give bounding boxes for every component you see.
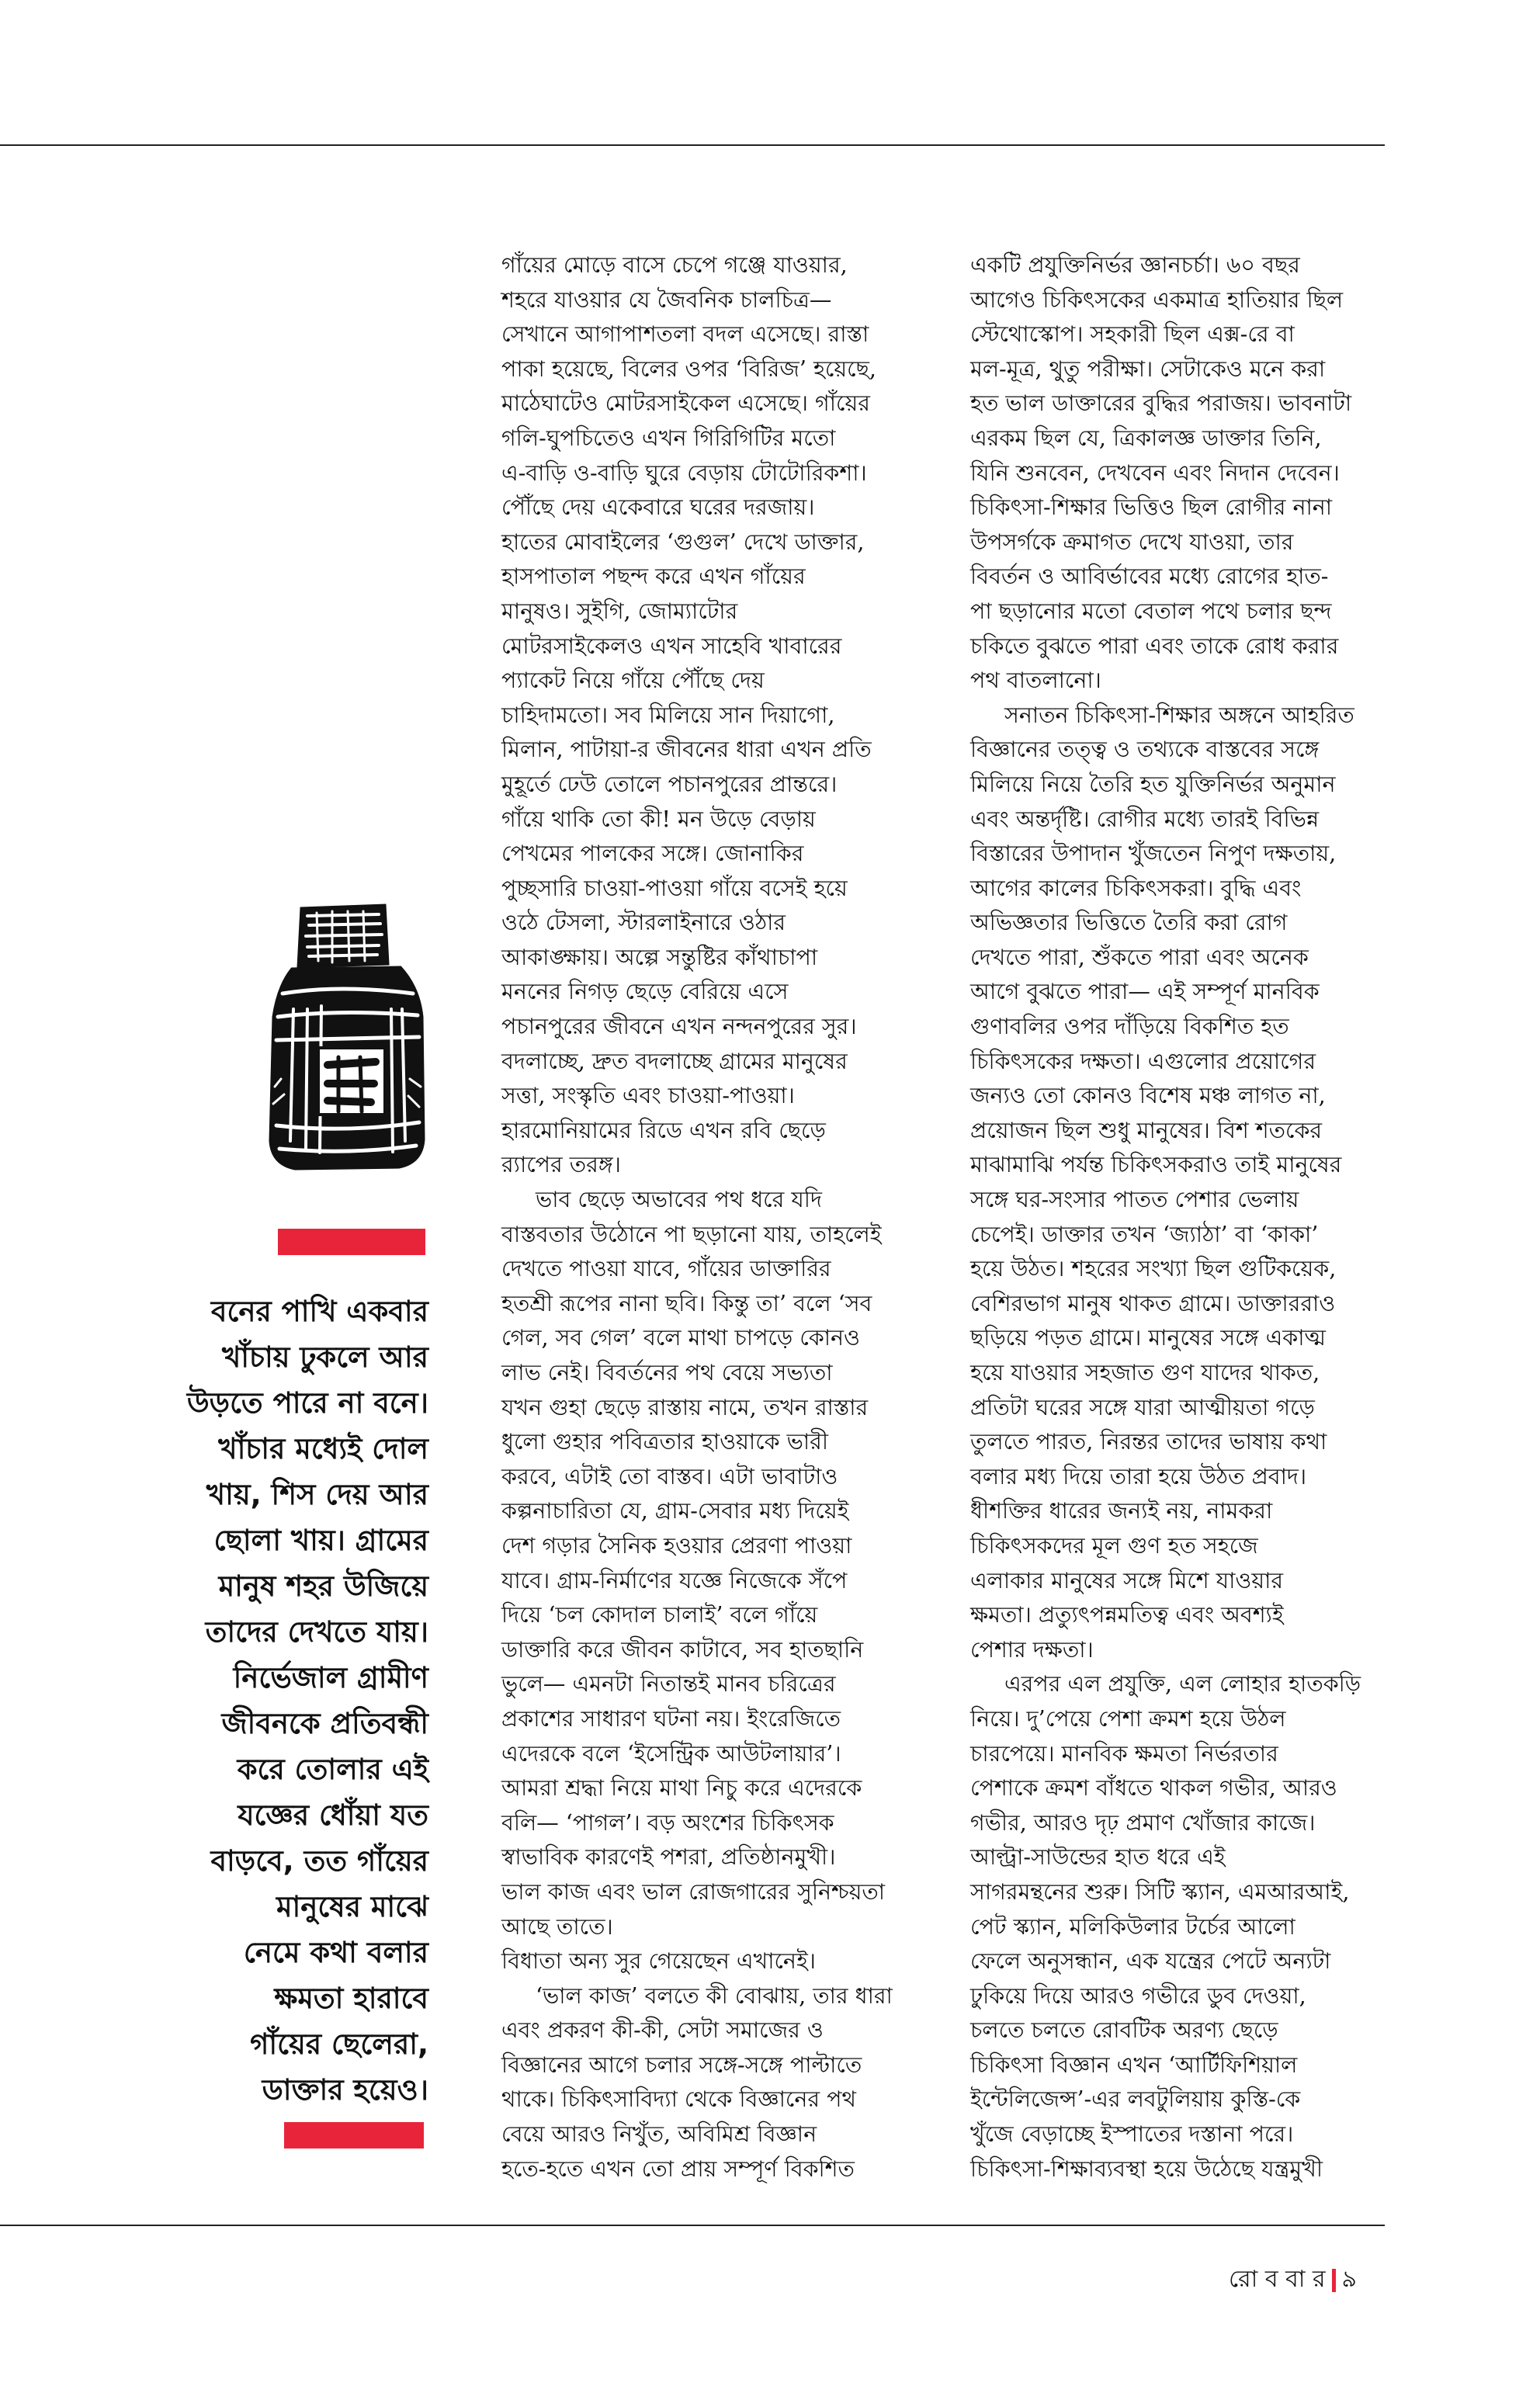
text-line: বিধাতা অন্য সুর গেয়েছেন এখানেই। [501, 1948, 816, 1975]
text-line: চারপেয়ে। মানবিক ক্ষমতা নির্ভরতার [970, 1740, 1278, 1767]
text-line: বিজ্ঞানের তত্ত্ব ও তথ্যকে বাস্তবের সঙ্গে [970, 737, 1320, 763]
text-line: মানুষ শহর উজিয়ে [218, 1569, 428, 1603]
text-line: তাদের দেখতে যায়। [205, 1615, 428, 1649]
text-line: বনের পাখি একবার [210, 1295, 428, 1328]
text-line: পুচ্ছসারি চাওয়া-পাওয়া গাঁয়ে বসেই হয়ে [501, 875, 848, 901]
text-line: বিস্তারের উপাদান খুঁজতেন নিপুণ দক্ষতায়, [970, 841, 1337, 867]
text-line: থাকে। চিকিৎসাবিদ্যা থেকে বিজ্ঞানের পথ [501, 2086, 856, 2113]
text-line: আগে বুঝতে পারা— এই সম্পূর্ণ মানবিক [970, 979, 1320, 1005]
text-line: হয়ে উঠত। শহরের সংখ্যা ছিল গুটিকয়েক, [970, 1256, 1337, 1282]
text-line: গাঁয়ের ছেলেরা, [250, 2027, 428, 2061]
pull-quote [140, 1288, 428, 2113]
text-line: খাঁচার মধ্যেই দোল [218, 1432, 428, 1465]
text-line: মাঝামাঝি পর্যন্ত চিকিৎসকরাও তাই মানুষের [970, 1152, 1342, 1178]
text-line: শহরে যাওয়ার যে জৈবনিক চালচিত্র— [501, 286, 832, 313]
text-line: ওঠে টেসলা, স্টারলাইনারে ওঠার [501, 910, 786, 936]
text-line: প্রতিটা ঘরের সঙ্গে যারা আত্মীয়তা গড়ে [970, 1394, 1315, 1420]
text-line: যখন গুহা ছেড়ে রাস্তায় নামে, তখন রাস্তার [501, 1394, 869, 1420]
text-line: ছড়িয়ে পড়ত গ্রামে। মানুষের সঙ্গে একাত্ম [970, 1325, 1326, 1351]
text-line: দিয়ে ‘চল কোদাল চালাই’ বলে গাঁয়ে [501, 1602, 818, 1628]
pullquote-bottom-bar [284, 2122, 424, 2148]
text-line: করে তোলার এই [237, 1753, 428, 1786]
text-line: মানুষও। সুইগি, জোম্যাটোর [501, 598, 738, 624]
text-line: হারমোনিয়ামের রিডে এখন রবি ছেড়ে [501, 1117, 826, 1143]
text-line: সেখানে আগাপাশতলা বদল এসেছে। রাস্তা [501, 321, 869, 348]
text-line: মল-মূত্র, থুতু পরীক্ষা। সেটাকেও মনে করা [970, 355, 1326, 382]
text-line: খুঁজে বেড়াচ্ছে ইস্পাতের দস্তানা পরে। [970, 2121, 1294, 2148]
text-line: হাসপাতাল পছন্দ করে এখন গাঁয়ের [501, 564, 806, 590]
text-line: এরপর এল প্রযুক্তি, এল লোহার হাতকড়ি [1004, 1671, 1361, 1698]
text-line: কল্পনাচারিতা যে, গ্রাম-সেবার মধ্য দিয়েই [501, 1498, 849, 1524]
text-line: ধুলো গুহার পবিত্রতার হাওয়াকে ভারী [501, 1429, 828, 1455]
text-line: হয়ে যাওয়ার সহজাত গুণ যাদের থাকত, [970, 1360, 1320, 1386]
text-line: ছোলা খায়। গ্রামের [213, 1524, 428, 1557]
text-line: প্রয়োজন ছিল শুধু মানুষের। বিশ শতকের [970, 1117, 1323, 1143]
text-line: নিয়ে। দু’পেয়ে পেশা ক্রমশ হয়ে উঠল [970, 1705, 1286, 1732]
text-line: গভীর, আরও দৃঢ় প্রমাণ খোঁজার কাজে। [970, 1809, 1316, 1836]
text-line: পেশার দক্ষতা। [970, 1636, 1094, 1663]
text-line: চাহিদামতো। সব মিলিয়ে সান দিয়াগো, [501, 702, 835, 728]
text-line: ভুলে— এমনটা নিতান্তই মানব চরিত্রের [501, 1671, 836, 1698]
text-line: চিকিৎসা-শিক্ষার ভিত্তিও ছিল রোগীর নানা [970, 494, 1332, 521]
text-line: অভিজ্ঞতার ভিত্তিতে তৈরি করা রোগ [970, 910, 1288, 936]
text-line: আগেও চিকিৎসকের একমাত্র হাতিয়ার ছিল [970, 286, 1344, 313]
text-line: দেশ গড়ার সৈনিক হওয়ার প্রেরণা পাওয়া [501, 1532, 852, 1559]
text-line: জন্যও তো কোনও বিশেষ মঞ্চ লাগত না, [970, 1083, 1326, 1109]
text-line: ভাল কাজ এবং ভাল রোজগারের সুনিশ্চয়তা [501, 1878, 886, 1905]
text-line: সঙ্গে ঘর-সংসার পাতত পেশার ভেলায় [970, 1187, 1299, 1213]
text-line: ডাক্তার হয়েও। [262, 2073, 428, 2107]
text-line: পেখমের পালকের সঙ্গে। জোনাকির [501, 841, 804, 867]
text-line: মননের নিগড় ছেড়ে বেরিয়ে এসে [501, 979, 789, 1005]
text-line: মাঠেঘাটেও মোটরসাইকেল এসেছে। গাঁয়ের [501, 390, 870, 417]
text-line: ক্ষমতা। প্রত্যুৎপন্নমতিত্ব এবং অবশ্যই [970, 1602, 1284, 1628]
text-line: ফেলে অনুসন্ধান, এক যন্ত্রের পেটে অন্যটা [970, 1948, 1331, 1975]
text-line: লাভ নেই। বিবর্তনের পথ বেয়ে সভ্যতা [501, 1360, 833, 1386]
footer-divider [1332, 2269, 1336, 2292]
article-column-1 [501, 248, 936, 2187]
text-line: সনাতন চিকিৎসা-শিক্ষার অঙ্গনে আহরিত [1004, 702, 1354, 728]
text-line: বিজ্ঞানের আগে চলার সঙ্গে-সঙ্গে পাল্টাতে [501, 2051, 862, 2078]
text-line: আমরা শ্রদ্ধা নিয়ে মাথা নিচু করে এদেরকে [501, 1775, 862, 1802]
text-line: ভাব ছেড়ে অভাবের পথ ধরে যদি [536, 1187, 822, 1213]
text-line: পথ বাতলানো। [970, 668, 1101, 694]
text-line: যজ্ঞের ধোঁয়া যত [238, 1798, 428, 1832]
text-line: বেয়ে আরও নিখুঁত, অবিমিশ্র বিজ্ঞান [501, 2121, 817, 2148]
text-line: বলি— ‘পাগল’। বড় অংশের চিকিৎসক [501, 1809, 834, 1836]
text-line: পচানপুরের জীবনে এখন নন্দনপুরের সুর। [501, 1014, 857, 1040]
text-line: নির্ভেজাল গ্রামীণ [233, 1661, 428, 1694]
text-line: চিকিৎসা বিজ্ঞান এখন ‘আর্টিফিশিয়াল [970, 2051, 1298, 2078]
text-line: চিকিৎসকদের মূল গুণ হত সহজে [970, 1532, 1258, 1559]
text-line: মুহূর্তে ঢেউ তোলে পচানপুরের প্রান্তরে। [501, 771, 838, 797]
text-line: গেল, সব গেল’ বলে মাথা চাপড়ে কোনও [501, 1325, 861, 1351]
text-line: যাবে। গ্রাম-নির্মাণের যজ্ঞে নিজেকে সঁপে [501, 1567, 848, 1594]
text-line: প্রকাশের সাধারণ ঘটনা নয়। ইংরেজিতে [501, 1705, 841, 1732]
text-line: পাকা হয়েছে, বিলের ওপর ‘বিরিজ’ হয়েছে, [501, 355, 876, 382]
page-number: ৯ [1341, 2266, 1357, 2293]
text-line: খাঁচায় ঢুকলে আর [221, 1340, 428, 1374]
text-line: আল্ট্রা-সাউন্ডের হাত ধরে এই [970, 1844, 1226, 1871]
text-line: এলাকার মানুষের সঙ্গে মিশে যাওয়ার [970, 1567, 1284, 1594]
text-line: উপসর্গকে ক্রমাগত দেখে যাওয়া, তার [970, 529, 1294, 555]
text-line: সত্তা, সংস্কৃতি এবং চাওয়া-পাওয়া। [501, 1083, 795, 1109]
text-line: এরকম ছিল যে, ত্রিকালজ্ঞ ডাক্তার তিনি, [970, 425, 1322, 451]
text-line: জীবনকে প্রতিবন্ধী [221, 1707, 428, 1740]
text-line: বাড়বে, তত গাঁয়ের [210, 1844, 428, 1878]
text-line: মানুষের মাঝে [276, 1890, 428, 1923]
text-line: দেখতে পারা, শুঁকতে পারা এবং অনেক [970, 944, 1309, 970]
text-line: গুণাবলির ওপর দাঁড়িয়ে বিকশিত হত [970, 1014, 1289, 1040]
text-line: হাতের মোবাইলের ‘গুগুল’ দেখে ডাক্তার, [501, 529, 865, 555]
text-line: চেপেই। ডাক্তার তখন ‘জ্যাঠা’ বা ‘কাকা’ [970, 1221, 1319, 1247]
text-line: এদেরকে বলে ‘ইসেন্ট্রিক আউটলায়ার’। [501, 1740, 841, 1767]
article-column-2 [970, 248, 1389, 2187]
text-line: পা ছড়ানোর মতো বেতাল পথে চলার ছন্দ [970, 598, 1332, 624]
text-line: পৌঁছে দেয় একেবারে ঘরের দরজায়। [501, 494, 815, 521]
text-line: ইন্টেলিজেন্স’-এর লবটুলিয়ায় কুস্তি-কে [970, 2086, 1301, 2113]
text-line: হত ভাল ডাক্তারের বুদ্ধির পরাজয়। ভাবনাটা [970, 390, 1352, 417]
text-line: দেখতে পাওয়া যাবে, গাঁয়ের ডাক্তারির [501, 1256, 831, 1282]
text-line: বাস্তবতার উঠোনে পা ছড়ানো যায়, তাহলেই [501, 1221, 882, 1247]
magazine-name: রো ব বা র [1228, 2266, 1326, 2293]
pullquote-top-bar [278, 1229, 425, 1255]
text-line: এবং অন্তর্দৃষ্টি। রোগীর মধ্যে তারই বিভিন্ন [970, 806, 1320, 832]
bottom-rule [0, 2225, 1385, 2226]
text-line: বেশিরভাগ মানুষ থাকত গ্রামে। ডাক্তাররাও [970, 1290, 1336, 1316]
text-line: বিবর্তন ও আবির্ভাবের মধ্যে রোগের হাত- [970, 564, 1329, 590]
text-line: ক্ষমতা হারাবে [274, 1982, 428, 2015]
top-rule [0, 144, 1385, 146]
text-line: করবে, এটাই তো বাস্তব। এটা ভাবাটাও [501, 1463, 838, 1490]
text-line: বদলাচ্ছে, দ্রুত বদলাচ্ছে গ্রামের মানুষের [501, 1048, 848, 1074]
medicine-bottle-illustration [247, 893, 441, 1180]
text-line: খায়, শিস দেয় আর [206, 1478, 428, 1511]
text-line: গলি-ঘুপচিতেও এখন গিরিগিটির মতো [501, 425, 836, 451]
text-line: এ-বাড়ি ও-বাড়ি ঘুরে বেড়ায় টোটোরিকশা। [501, 460, 867, 486]
text-line: আকাঙ্ক্ষায়। অল্পে সন্তুষ্টির কাঁথাচাপা [501, 944, 818, 970]
text-line: ধীশক্তির ধারের জন্যই নয়, নামকরা [970, 1498, 1273, 1524]
text-line: মোটরসাইকেলও এখন সাহেবি খাবারের [501, 633, 842, 659]
text-line: গাঁয়ে থাকি তো কী! মন উড়ে বেড়ায় [501, 806, 816, 832]
text-line: গাঁয়ের মোড়ে বাসে চেপে গঞ্জে যাওয়ার, [501, 252, 848, 278]
text-line: প্যাকেট নিয়ে গাঁয়ে পৌঁছে দেয় [501, 668, 765, 694]
text-line: নেমে কথা বলার [243, 1936, 428, 1969]
text-line: একটি প্রযুক্তিনির্ভর জ্ঞানচর্চা। ৬০ বছর [970, 252, 1300, 278]
text-line: ডাক্তারি করে জীবন কাটাবে, সব হাতছানি [501, 1636, 864, 1663]
text-line: মিলান, পাটায়া-র জীবনের ধারা এখন প্রতি [501, 737, 872, 763]
text-line: পেট স্ক্যান, মলিকিউলার টর্চের আলো [970, 1913, 1295, 1940]
text-line: ‘ভাল কাজ’ বলতে কী বোঝায়, তার ধারা [536, 1982, 893, 2009]
text-line: ঢুকিয়ে দিয়ে আরও গভীরে ডুব দেওয়া, [970, 1982, 1306, 2009]
text-line: মিলিয়ে নিয়ে তৈরি হত যুক্তিনির্ভর অনুমান [970, 771, 1336, 797]
text-line: উড়তে পারে না বনে। [186, 1386, 428, 1420]
text-line: যিনি শুনবেন, দেখবেন এবং নিদান দেবেন। [970, 460, 1340, 486]
text-line: তুলতে পারত, নিরন্তর তাদের ভাষায় কথা [970, 1429, 1327, 1455]
text-line: স্বাভাবিক কারণেই পশরা, প্রতিষ্ঠানমুখী। [501, 1844, 836, 1871]
text-line: সাগরমন্থনের শুরু। সিটি স্ক্যান, এমআরআই, [970, 1878, 1350, 1905]
text-line: চলতে চলতে রোবটিক অরণ্য ছেড়ে [970, 2017, 1278, 2044]
text-line: স্টেথোস্কোপ। সহকারী ছিল এক্স-রে বা [970, 321, 1295, 348]
text-line: এবং প্রকরণ কী-কী, সেটা সমাজের ও [501, 2017, 824, 2044]
text-line: চিকিৎসা-শিক্ষাব্যবস্থা হয়ে উঠেছে যন্ত্রমুখী [970, 2155, 1323, 2182]
text-line: বলার মধ্য দিয়ে তারা হয়ে উঠত প্রবাদ। [970, 1463, 1307, 1490]
text-line: চকিতে বুঝতে পারা এবং তাকে রোধ করার [970, 633, 1339, 659]
text-line: হতে-হতে এখন তো প্রায় সম্পূর্ণ বিকশিত [501, 2155, 855, 2182]
text-line: চিকিৎসকের দক্ষতা। এগুলোর প্রয়োগের [970, 1048, 1316, 1074]
text-line: র‍্যাপের তরঙ্গ। [501, 1152, 621, 1178]
text-line: হতশ্রী রূপের নানা ছবি। কিন্তু তা’ বলে ‘সব [501, 1290, 872, 1316]
text-line: পেশাকে ক্রমশ বাঁধতে থাকল গভীর, আরও [970, 1775, 1337, 1802]
text-line: আগের কালের চিকিৎসকরা। বুদ্ধি এবং [970, 875, 1302, 901]
text-line: আছে তাতে। [501, 1913, 613, 1940]
page-footer [1229, 2260, 1357, 2300]
